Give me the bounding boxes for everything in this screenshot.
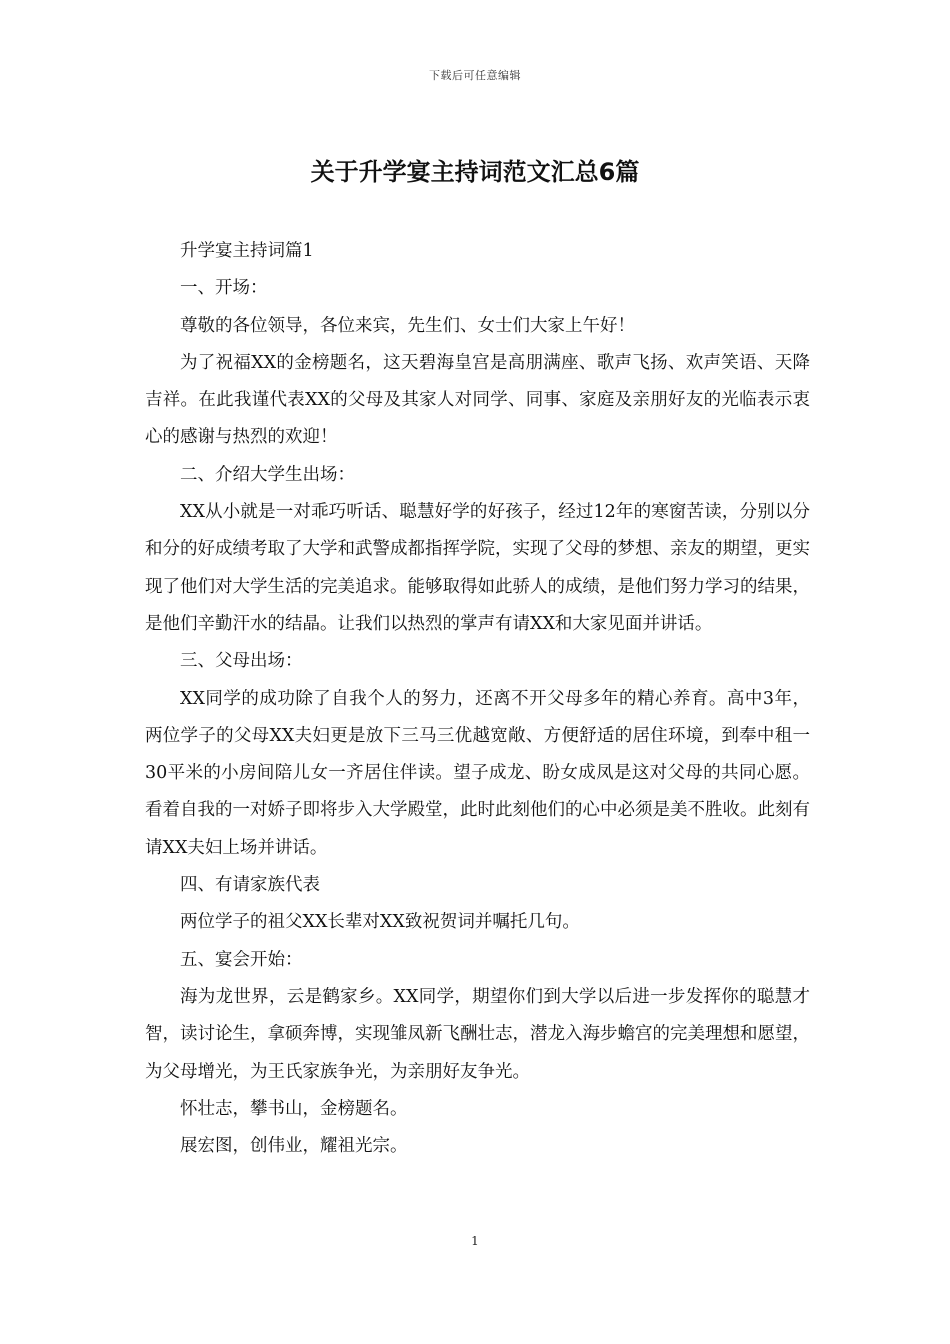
- couplet-line-2: 展宏图，创伟业，耀祖光宗。: [180, 1136, 408, 1157]
- paragraph-students: XX从小就是一对乖巧听话、聪慧好学的好孩子，经过12年的寒窗苦读，分别以分和分的好成绩考取了大学和武警成都指挥学院，实现了父母的梦想、亲友的期望，更实现了他们对大学生活的完美追求。能够取得如此骄人的成绩，是他们努力学习的结果，是他们辛勤汗水的结晶。让我们以热烈的掌声有请XX和大家见面并讲话。: [145, 502, 810, 634]
- heading-article-number: 升学宴主持词篇1: [180, 241, 314, 261]
- paragraph-greeting: 尊敬的各位领导，各位来宾，先生们、女士们大家上午好！: [180, 315, 635, 336]
- section-heading-family-rep: 四、有请家族代表: [180, 875, 320, 896]
- header-note: 下载后可任意编辑: [429, 69, 521, 82]
- section-heading-banquet: 五、宴会开始：: [180, 949, 303, 970]
- document-body: [145, 233, 810, 1165]
- paragraph-family-rep: 两位学子的祖父XX长辈对XX致祝贺词并嘱托几句。: [180, 912, 580, 933]
- couplet-line-1: 怀壮志，攀书山，金榜题名。: [180, 1098, 408, 1119]
- paragraph-welcome: 为了祝福XX的金榜题名，这天碧海皇宫是高朋满座、歌声飞扬、欢声笑语、天降吉祥。在此我谨代表XX的父母及其家人对同学、同事、家庭及亲朋好友的光临表示衷心的感谢与热烈的欢迎！: [145, 352, 810, 448]
- paragraph-banquet: 海为龙世界，云是鹤家乡。XX同学，期望你们到大学以后进一步发挥你的聪慧才智，读讨论生，拿硕奔博，实现雏凤新飞酬壮志，潜龙入海步蟾宫的完美理想和愿望，为父母增光，为王氏家族争光，为亲朋好友争光。: [145, 986, 810, 1082]
- page-number: 1: [471, 1234, 479, 1248]
- section-heading-introduce-students: 二、介绍大学生出场：: [180, 464, 355, 485]
- section-heading-parents: 三、父母出场：: [180, 651, 303, 672]
- document-title: 关于升学宴主持词范文汇总6篇: [310, 158, 640, 186]
- section-heading-opening: 一、开场：: [180, 278, 268, 299]
- paragraph-parents: XX同学的成功除了自我个人的努力，还离不开父母多年的精心养育。高中3年，两位学子的父母XX夫妇更是放下三马三优越宽敞、方便舒适的居住环境，到奉中租一30平米的小房间陪儿女一齐居住伴读。望子成龙、盼女成凤是这对父母的共同心愿。看着自我的一对娇子即将步入大学殿堂，此时此刻他们的心中必须是美不胜收。此刻有请XX夫妇上场并讲话。: [145, 688, 810, 858]
